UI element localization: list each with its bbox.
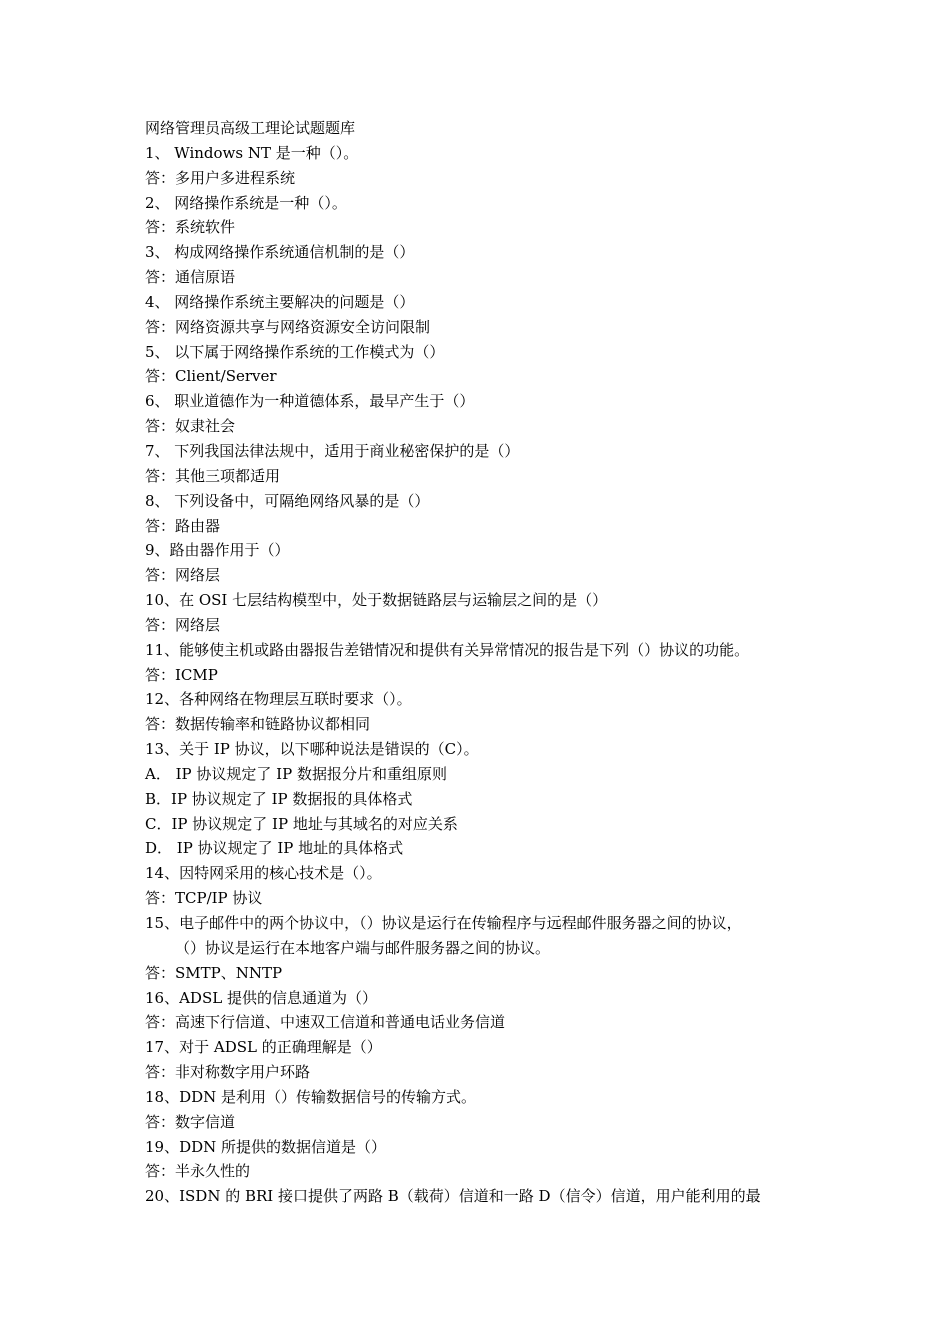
question-line: 14、因特网采用的核心技术是（）。 xyxy=(145,864,382,883)
answer-line: 答：其他三项都适用 xyxy=(145,466,281,485)
answer-line: 答：网络层 xyxy=(145,566,221,585)
answer-line: 答：通信原语 xyxy=(145,268,236,287)
answer-line: 答：路由器 xyxy=(145,516,221,535)
question-line: 17、对于 ADSL 的正确理解是（） xyxy=(145,1038,382,1057)
question-line: 4、 网络操作系统主要解决的问题是（） xyxy=(145,292,415,311)
answer-line: 答：数字信道 xyxy=(145,1112,236,1131)
answer-line: 答：Client/Server xyxy=(145,367,277,386)
question-line: 20、ISDN 的 BRI 接口提供了两路 B（载荷）信道和一路 D（信令）信道，用户能利用的最 xyxy=(145,1187,761,1206)
question-line: 16、ADSL 提供的信息通道为（） xyxy=(145,988,377,1007)
option-line: B．IP 协议规定了 IP 数据报的具体格式 xyxy=(145,789,413,808)
answer-line: 答：高速下行信道、中速双工信道和普通电话业务信道 xyxy=(145,1013,506,1032)
answer-line: 答：TCP/IP 协议 xyxy=(145,889,263,908)
question-line: 8、 下列设备中，可隔绝网络风暴的是（） xyxy=(145,491,430,510)
question-line: 19、DDN 所提供的数据信道是（） xyxy=(145,1137,387,1156)
question-continuation-line: （）协议是运行在本地客户端与邮件服务器之间的协议。 xyxy=(175,938,551,957)
document-title: 网络管理员高级工理论试题题库 xyxy=(145,119,356,137)
option-line: C．IP 协议规定了 IP 地址与其域名的对应关系 xyxy=(145,814,458,833)
answer-line: 答：SMTP、NNTP xyxy=(145,963,283,982)
answer-line: 答：奴隶社会 xyxy=(145,417,236,436)
answer-line: 答：多用户多进程系统 xyxy=(145,168,296,187)
answer-line: 答：系统软件 xyxy=(145,218,236,237)
question-line: 12、各种网络在物理层互联时要求（）。 xyxy=(145,690,412,709)
option-line: A． IP 协议规定了 IP 数据报分片和重组原则 xyxy=(145,764,447,783)
question-line: 2、 网络操作系统是一种（）。 xyxy=(145,193,347,212)
question-list xyxy=(145,141,825,1209)
question-line: 7、 下列我国法律法规中，适用于商业秘密保护的是（） xyxy=(145,441,520,460)
question-line: 3、 构成网络操作系统通信机制的是（） xyxy=(145,243,415,262)
question-line: 10、在 OSI 七层结构模型中，处于数据链路层与运输层之间的是（） xyxy=(145,591,608,610)
question-line: 18、DDN 是利用（）传输数据信号的传输方式。 xyxy=(145,1087,477,1106)
question-line: 1、 Windows NT 是一种（）。 xyxy=(145,143,359,162)
question-line: 5、 以下属于网络操作系统的工作模式为（） xyxy=(145,342,445,361)
document-body xyxy=(145,116,825,1209)
answer-line: 答：ICMP xyxy=(145,665,218,684)
option-line: D． IP 协议规定了 IP 地址的具体格式 xyxy=(145,839,404,858)
question-line: 15、电子邮件中的两个协议中，（）协议是运行在传输程序与远程邮件服务器之间的协议， xyxy=(145,914,742,932)
question-line: 11、能够使主机或路由器报告差错情况和提供有关异常情况的报告是下列（）协议的功能。 xyxy=(145,640,750,659)
answer-line: 答：网络层 xyxy=(145,615,221,634)
question-line: 6、 职业道德作为一种道德体系，最早产生于（） xyxy=(145,392,475,411)
answer-line: 答：网络资源共享与网络资源安全访问限制 xyxy=(145,317,431,336)
answer-line: 答：非对称数字用户环路 xyxy=(145,1063,311,1082)
question-line: 13、关于 IP 协议，以下哪种说法是错误的（C）。 xyxy=(145,740,479,759)
answer-line: 答：数据传输率和链路协议都相同 xyxy=(145,715,371,734)
answer-line: 答：半永久性的 xyxy=(145,1162,251,1181)
question-line: 9、路由器作用于（） xyxy=(145,541,290,560)
